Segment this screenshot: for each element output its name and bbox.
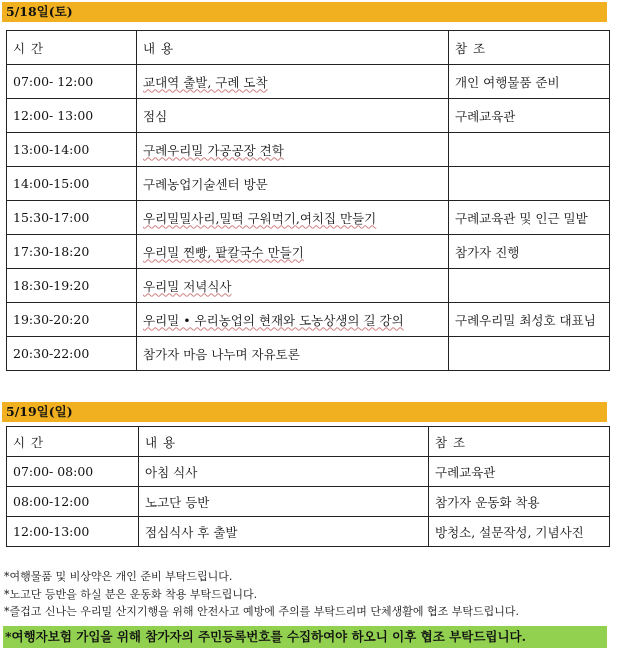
- table-row: [7, 201, 610, 235]
- table-row: [7, 167, 610, 201]
- table-row: [7, 337, 610, 371]
- time-cell: 12:00-13:00: [7, 517, 139, 547]
- notes-list: [4, 568, 519, 621]
- time-cell: 20:30-22:00: [7, 337, 137, 371]
- note-cell: 참가자 진행: [449, 235, 610, 269]
- note-cell: [449, 133, 610, 167]
- content-cell: 참가자 마음 나누며 자유토론: [137, 337, 449, 371]
- time-cell: 12:00- 13:00: [7, 99, 137, 133]
- time-cell: 17:30-18:20: [7, 235, 137, 269]
- content-cell: 교대역 출발, 구례 도착: [137, 65, 449, 99]
- time-cell: 08:00-12:00: [7, 487, 139, 517]
- note-cell: [449, 269, 610, 303]
- note-cell: 구례교육관 및 인근 밀밭: [449, 201, 610, 235]
- content-cell: 우리밀 찐빵, 팥칼국수 만들기: [137, 235, 449, 269]
- time-cell: 14:00-15:00: [7, 167, 137, 201]
- content-cell: 구례우리밀 가공공장 견학: [137, 133, 449, 167]
- header-time: 시 간: [7, 31, 137, 65]
- content-cell: 우리밀밀사리,밀떡 구워먹기,여치집 만들기: [137, 201, 449, 235]
- note-cell: 구례교육관: [449, 99, 610, 133]
- content-cell: 노고단 등반: [139, 487, 429, 517]
- table-row: [7, 487, 610, 517]
- table-row: [7, 269, 610, 303]
- time-cell: 19:30-20:20: [7, 303, 137, 337]
- content-cell: 점심: [137, 99, 449, 133]
- time-cell: 15:30-17:00: [7, 201, 137, 235]
- table-row: [7, 99, 610, 133]
- content-cell: 아침 식사: [139, 457, 429, 487]
- note-cell: 참가자 운동화 착용: [429, 487, 610, 517]
- header-content: 내 용: [137, 31, 449, 65]
- content-cell: 우리밀 저녁식사: [137, 269, 449, 303]
- table-row: [7, 517, 610, 547]
- note-cell: [449, 167, 610, 201]
- time-cell: 07:00- 12:00: [7, 65, 137, 99]
- table-row: [7, 457, 610, 487]
- content-cell: 구례농업기술센터 방문: [137, 167, 449, 201]
- note-cell: 구례우리밀 최성호 대표님: [449, 303, 610, 337]
- time-cell: 07:00- 08:00: [7, 457, 139, 487]
- time-cell: 13:00-14:00: [7, 133, 137, 167]
- note-line: *여행물품 및 비상약은 개인 준비 부탁드립니다.: [4, 570, 233, 583]
- table-row: [7, 133, 610, 167]
- header-time: 시 간: [7, 427, 139, 457]
- header-content: 내 용: [139, 427, 429, 457]
- day1-title: 5/18일(토): [2, 2, 607, 22]
- highlight-note: *여행자보험 가입을 위해 참가자의 주민등록번호를 수집하여야 하오니 이후 협조 부탁드립니다.: [3, 626, 607, 648]
- day2-schedule-table: [6, 426, 610, 547]
- note-line: *즐겁고 신나는 우리밀 산지기행을 위해 안전사고 예방에 주의를 부탁드리며 단체생활에 협조 부탁드립니다.: [4, 605, 519, 618]
- table-row: [7, 303, 610, 337]
- note-cell: 구례교육관: [429, 457, 610, 487]
- header-note: 참 조: [429, 427, 610, 457]
- note-cell: 방청소, 설문작성, 기념사진: [429, 517, 610, 547]
- note-cell: 개인 여행물품 준비: [449, 65, 610, 99]
- content-cell: 우리밀 • 우리농업의 현재와 도농상생의 길 강의: [137, 303, 449, 337]
- table-row: [7, 65, 610, 99]
- content-cell: 점심식사 후 출발: [139, 517, 429, 547]
- header-note: 참 조: [449, 31, 610, 65]
- day2-title: 5/19일(일): [2, 402, 607, 422]
- table-header-row: [7, 427, 610, 457]
- time-cell: 18:30-19:20: [7, 269, 137, 303]
- table-header-row: [7, 31, 610, 65]
- day1-schedule-table: [6, 30, 610, 371]
- note-line: *노고단 등반을 하실 분은 운동화 착용 부탁드립니다.: [4, 587, 258, 601]
- table-row: [7, 235, 610, 269]
- note-cell: [449, 337, 610, 371]
